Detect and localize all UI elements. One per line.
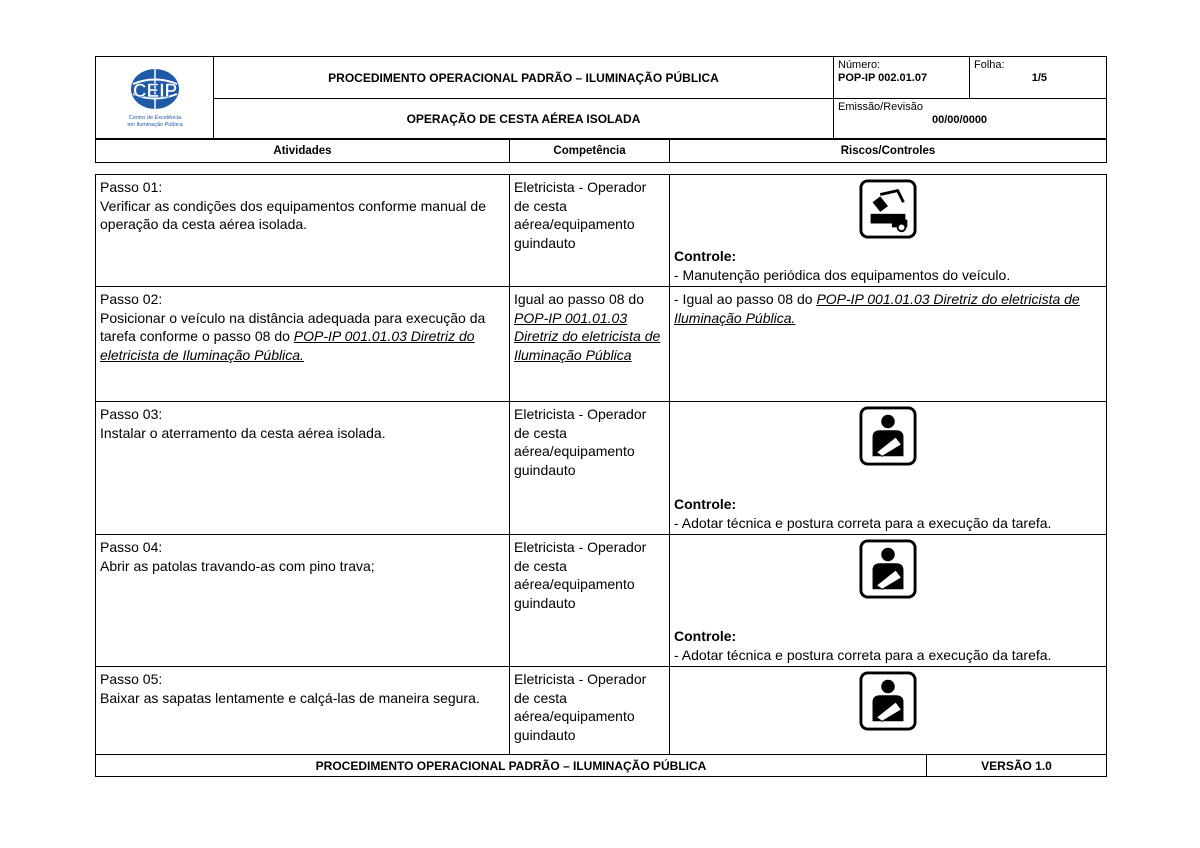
step-number: Passo 03: (100, 406, 163, 422)
step-row (96, 287, 1107, 402)
step-number: Passo 02: (100, 291, 163, 307)
document-title: PROCEDIMENTO OPERACIONAL PADRÃO – ILUMINAÇÃO PÚBLICA (214, 57, 834, 99)
controle-label: Controle: (674, 496, 737, 512)
step-risk (670, 535, 1107, 667)
svg-text:CEIP: CEIP (132, 81, 178, 102)
document-header (95, 56, 1107, 140)
footer-title: PROCEDIMENTO OPERACIONAL PADRÃO – ILUMINAÇÃO PÚBLICA (96, 755, 927, 777)
step-text: Baixar as sapatas lentamente e calçá-las de maneira segura. (100, 689, 480, 706)
controle-label: Controle: (674, 248, 737, 264)
step-risk (670, 175, 1107, 287)
step-row (96, 402, 1107, 535)
svg-text:em Iluminação Pública: em Iluminação Pública (127, 122, 183, 128)
truck-crane-icon (859, 179, 917, 239)
step-number: Passo 01: (100, 179, 163, 195)
step-competencia: Eletricista - Operador de cesta aérea/equipamento guindauto (510, 402, 670, 535)
numero-value: POP-IP 002.01.07 (838, 72, 928, 84)
step-text (100, 309, 505, 365)
step-competencia: Eletricista - Operador de cesta aérea/equipamento guindauto (510, 175, 670, 287)
step-competencia: Eletricista - Operador de cesta aérea/equipamento guindauto (510, 535, 670, 667)
step-number: Passo 04: (100, 539, 163, 555)
step-text: Verificar as condições dos equipamentos conforme manual de operação da cesta aérea isolada. (100, 197, 486, 232)
controle-text: - Manutenção periódica dos equipamentos do veículo. (674, 266, 1011, 283)
step-competencia (510, 287, 670, 402)
step-row (96, 175, 1107, 287)
controle-text: - Adotar técnica e postura correta para a execução da tarefa. (674, 514, 1052, 531)
step-risk (670, 402, 1107, 535)
step-activity (96, 667, 510, 755)
steps-table (95, 174, 1107, 755)
step-row (96, 667, 1107, 755)
ceip-logo-icon (96, 57, 214, 139)
step-text: Abrir as patolas travando-as com pino trava; (100, 557, 375, 574)
injured-worker-icon (859, 406, 917, 466)
step-text-pre: Posicionar o veículo na distância adequada para execução da tarefa conforme o passo 08 do (100, 309, 486, 344)
controle-block (674, 495, 1100, 532)
pop-reference-link[interactable]: POP-IP 001.01.03 Diretriz do eletricista de Iluminação Pública. (674, 291, 1080, 326)
controle-text: - Adotar técnica e postura correta para a execução da tarefa. (674, 646, 1052, 663)
step-activity (96, 287, 510, 402)
step-text: Instalar o aterramento da cesta aérea isolada. (100, 424, 386, 441)
col-competencia: Competência (510, 139, 670, 163)
numero-label: Número: (838, 59, 881, 71)
competencia-pre: Igual ao passo 08 do (514, 291, 644, 307)
step-activity (96, 535, 510, 667)
step-activity (96, 402, 510, 535)
injured-worker-icon (859, 539, 917, 599)
document-footer (95, 754, 1107, 777)
folha-cell (970, 57, 1107, 99)
emissao-label: Emissão/Revisão (838, 101, 923, 113)
controle-block (674, 627, 1100, 664)
emissao-value: 00/00/0000 (932, 114, 988, 126)
step-row (96, 535, 1107, 667)
document-subtitle: OPERAÇÃO DE CESTA AÉREA ISOLADA (214, 99, 834, 140)
footer-version: VERSÃO 1.0 (927, 755, 1107, 777)
col-atividades: Atividades (96, 139, 510, 163)
numero-cell (834, 57, 970, 99)
emissao-cell (834, 99, 1107, 140)
step-risk (670, 667, 1107, 755)
controle-label: Controle: (674, 628, 737, 644)
col-riscos: Riscos/Controles (670, 139, 1107, 163)
pop-reference-link[interactable]: POP-IP 001.01.03 Diretriz do eletricista de Iluminação Pública. (100, 328, 475, 363)
folha-value: 1/5 (1031, 72, 1047, 84)
injured-worker-icon (859, 671, 917, 731)
risco-pre: - Igual ao passo 08 do (674, 291, 817, 307)
step-competencia: Eletricista - Operador de cesta aérea/equipamento guindauto (510, 667, 670, 755)
step-number: Passo 05: (100, 671, 163, 687)
logo-cell (96, 57, 214, 140)
step-activity (96, 175, 510, 287)
ceip-logo (96, 57, 214, 139)
controle-block (674, 247, 1100, 284)
column-header-row (95, 138, 1107, 163)
svg-text:Centro de Excelência: Centro de Excelência (128, 115, 182, 121)
folha-label: Folha: (974, 59, 1005, 71)
step-risk (670, 287, 1107, 402)
pop-reference-link[interactable]: POP-IP 001.01.03 Diretriz do eletricista de Iluminação Pública (514, 309, 661, 363)
